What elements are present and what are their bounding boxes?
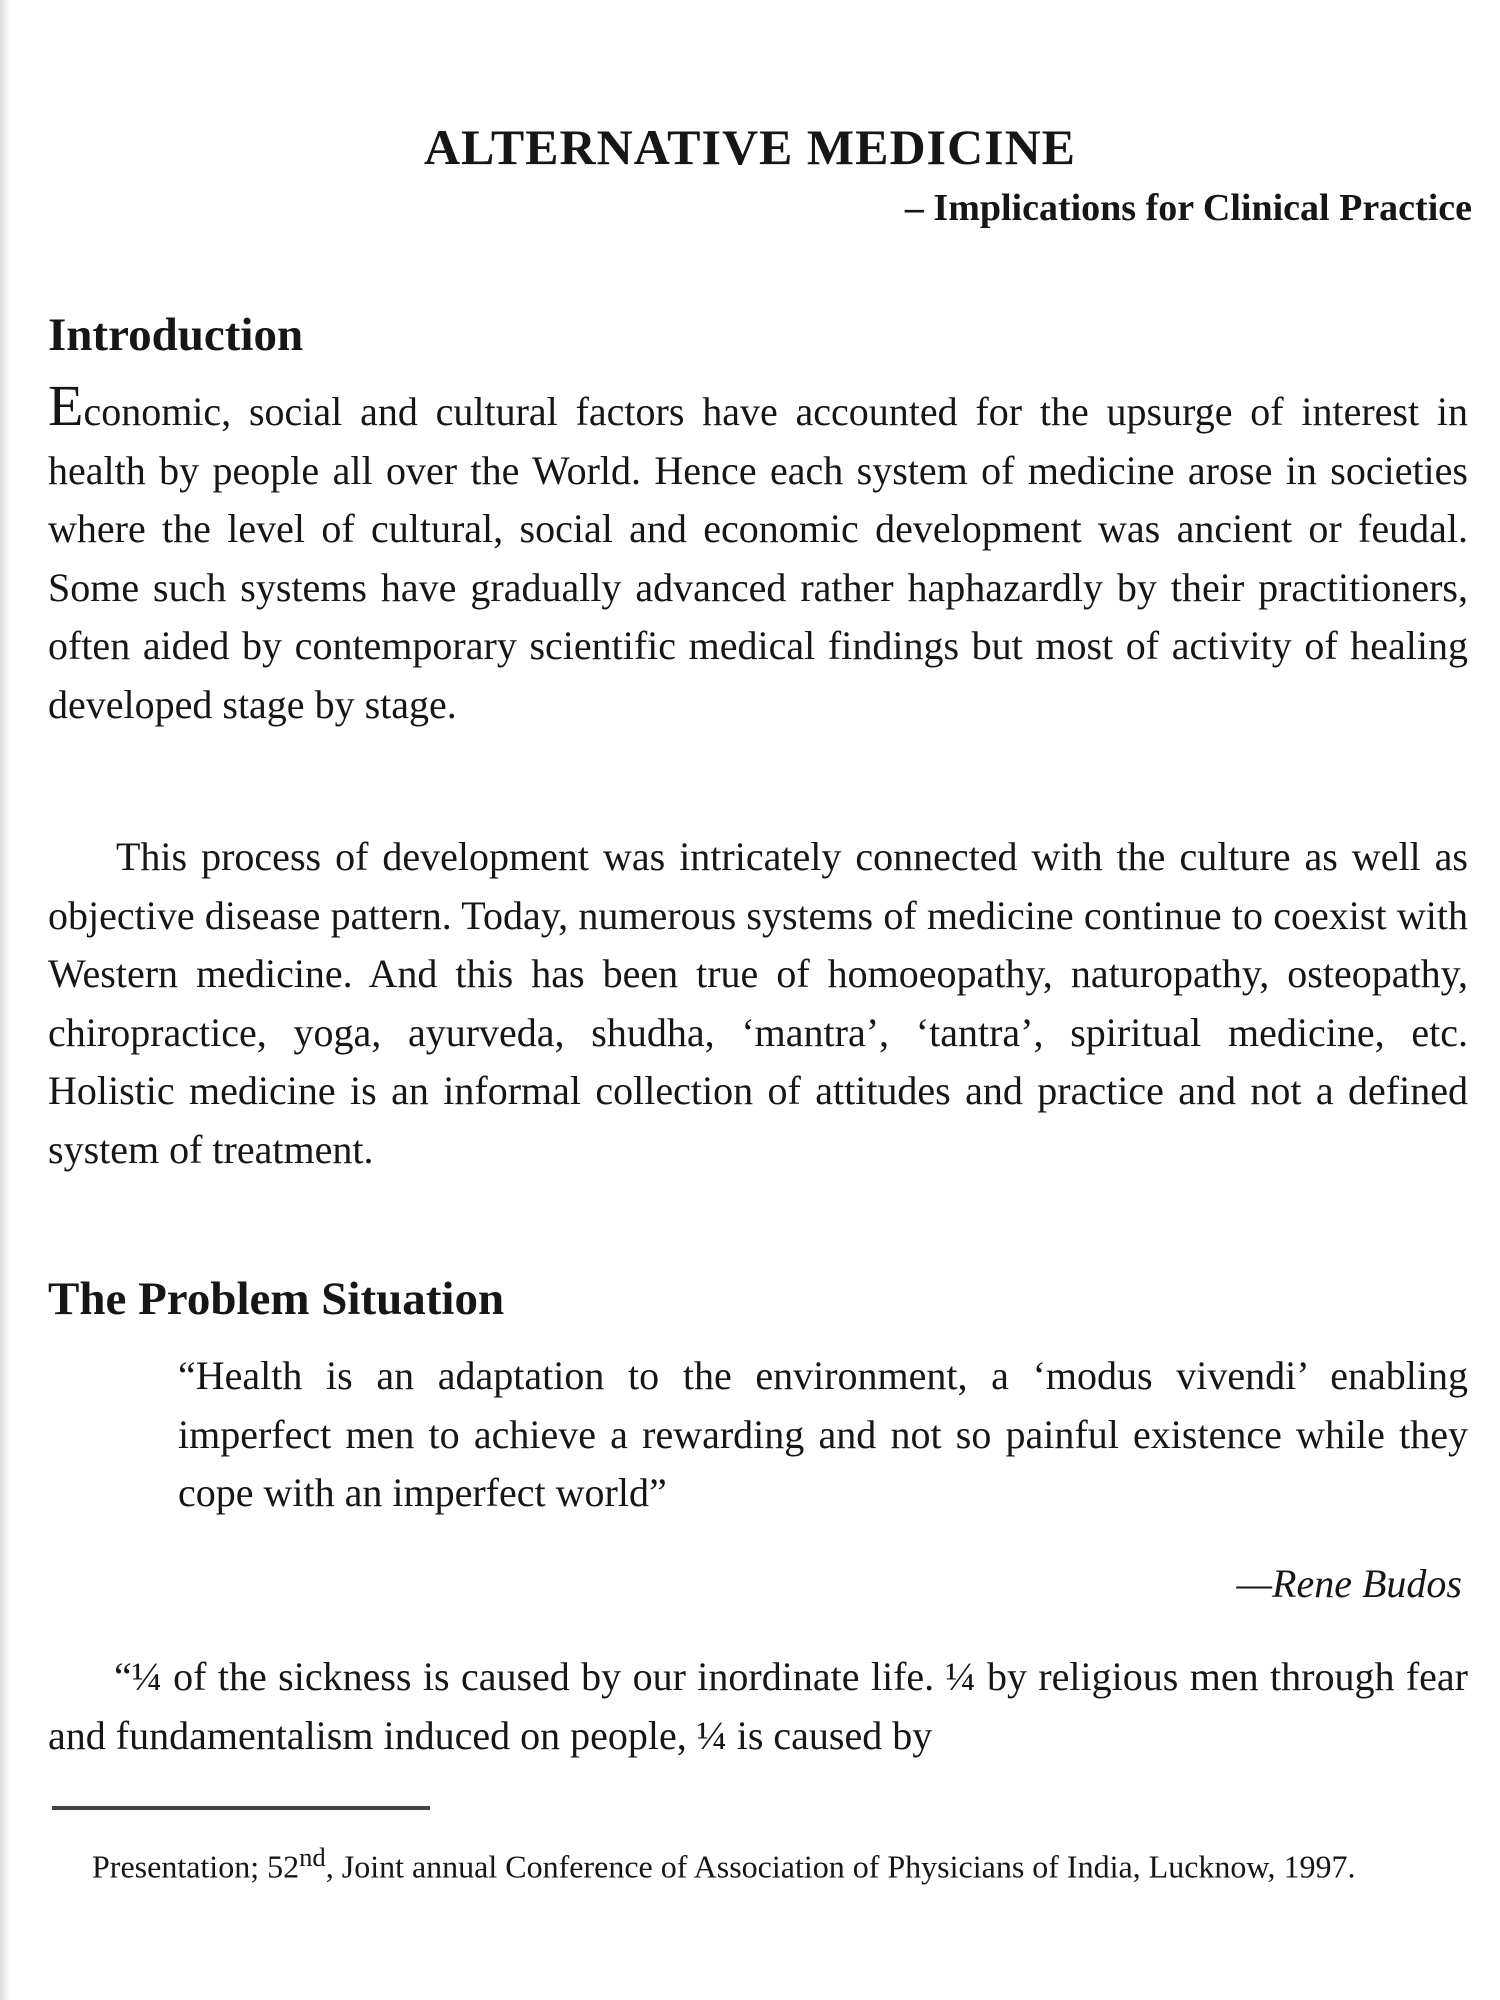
- quote-attribution: —Rene Budos: [1236, 1561, 1462, 1606]
- page-edge-shadow: [0, 0, 10, 2000]
- document-title: ALTERNATIVE MEDICINE: [423, 119, 1077, 175]
- drop-cap: E: [48, 373, 84, 438]
- section-heading-problem-situation: The Problem Situation: [48, 1273, 505, 1325]
- document-subtitle: – Implications for Clinical Practice: [904, 187, 1472, 229]
- block-quote: “Health is an adaptation to the environment, a ‘modus vivendi’ enabling imperfect men to achieve a rewarding and not so painful existence while they cope with an imperfect world”: [178, 1353, 1468, 1516]
- footnote: [92, 1832, 1392, 1892]
- introduction-paragraph-2: This process of development was intricately connected with the culture as well as objective disease pattern. Today, numerous systems of medicine continue to coexist with Western medicine. And this has been true of homoeopathy, naturopathy, osteopathy, chiropractice, yoga, ayurveda, shudha, ‘mantra’, ‘tantra’, spiritual medicine, etc. Holistic medicine is an informal collection of attitudes and practice and not a defined system of treatment.: [48, 834, 1468, 1172]
- section-heading-introduction: Introduction: [48, 309, 304, 361]
- footnote-text-end: , Joint annual Conference of Association of Physicians of India, Lucknow, 1997.: [325, 1848, 1356, 1885]
- problem-paragraph: “¼ of the sickness is caused by our inordinate life. ¼ by religious men through fear and fundamentalism induced on people, ¼ is caused by: [48, 1654, 1468, 1758]
- introduction-paragraph-1: [48, 373, 1468, 735]
- footnote-text-start: Presentation; 52: [92, 1848, 300, 1885]
- introduction-paragraph-1-text: conomic, social and cultural factors have accounted for the upsurge of interest in health by people all over the World. Hence each system of medicine arose in societies where the level of cultural, social and economic development was ancient or feudal. Some such systems have gradually advanced rather haphazardly by their practitioners, often aided by contemporary scientific medical findings but most of activity of healing developed stage by stage.: [48, 389, 1468, 727]
- footnote-superscript: nd: [299, 1842, 326, 1872]
- footnote-divider: [52, 1806, 430, 1810]
